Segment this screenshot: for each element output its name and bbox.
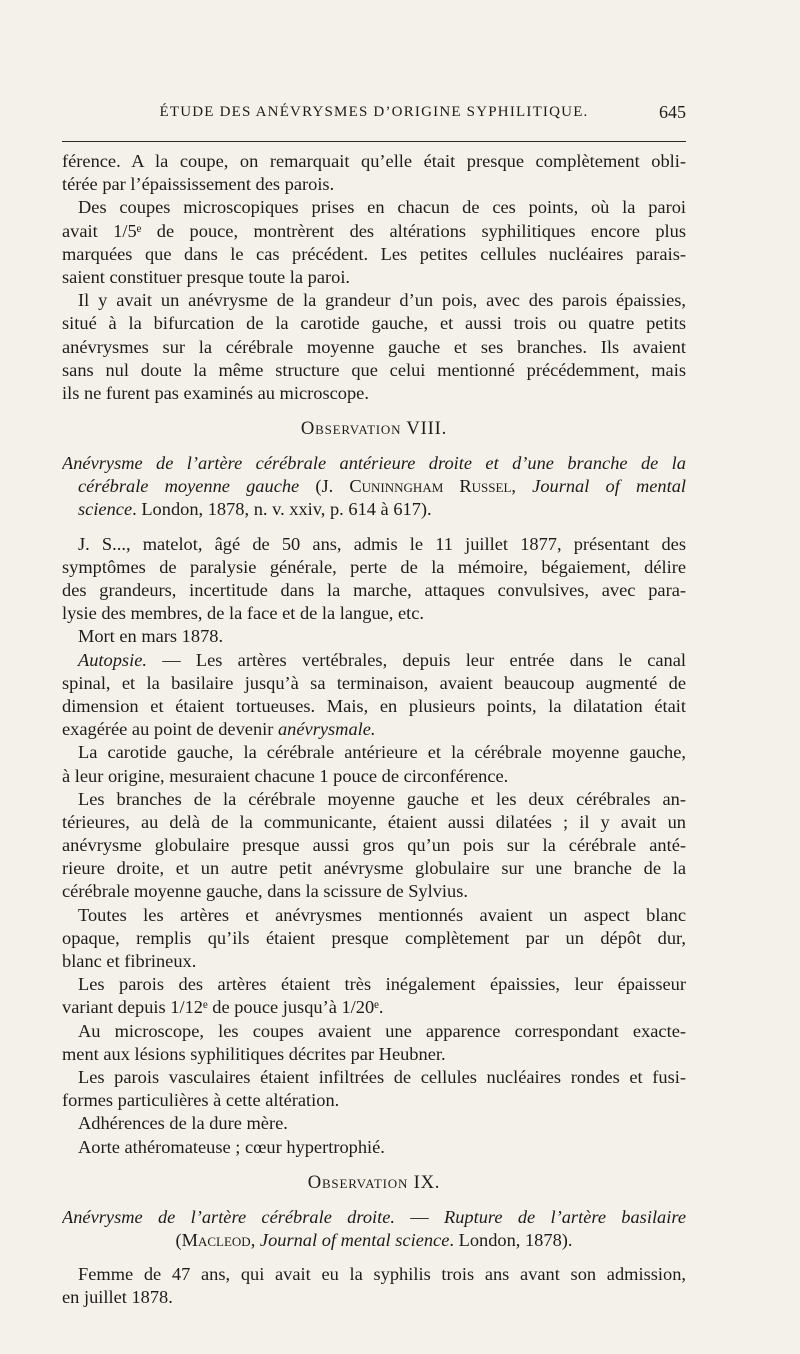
case-paragraph: [62, 533, 686, 626]
text-span: exagérée au point de devenir: [62, 719, 278, 740]
subtitle-italic: cérébrale moyenne gauche: [78, 476, 300, 497]
text-line: Femme de 47 ans, qui avait eu la syphilis trois ans avant son admission,: [78, 1264, 686, 1285]
observation-8-subtitle: [62, 452, 686, 522]
walls-paragraph: [62, 973, 686, 1019]
subtitle-text: (J.: [299, 476, 350, 497]
vascular-paragraph: [62, 1066, 686, 1112]
text-line: variant depuis 1/12ᵉ de pouce jusqu’à 1/20ᵉ.: [62, 997, 384, 1018]
subtitle-italic: Anévrysme de l’artère cérébrale droite.: [62, 1206, 396, 1227]
case-paragraph-9: [62, 1263, 686, 1309]
text-line: situé à la bifurcation de la carotide gauche, et aussi trois ou quatre petits: [62, 313, 686, 334]
aorta-line: Aorte athéromateuse ; cœur hypertrophié.: [78, 1136, 385, 1157]
subtitle-line: [62, 498, 686, 521]
header-rule: [62, 141, 686, 142]
observation-9-title: Observation IX.: [307, 1171, 441, 1193]
text-line: symptômes de paralysie générale, perte de la mémoire, bégaiement, délire: [62, 556, 686, 577]
text-line: térée par l’épaississement des parois.: [62, 174, 335, 195]
subtitle-line: [62, 1206, 686, 1229]
subtitle-italic: Rupture de l’artère basilaire: [444, 1206, 686, 1227]
text-line: [62, 649, 686, 672]
text-line: Les parois vasculaires étaient infiltrées de cellules nucléaires rondes et fusi-: [78, 1066, 686, 1087]
text-line: Il y avait un anévrysme de la grandeur d’un pois, avec des parois épaissies,: [78, 290, 686, 311]
text-line: térieures, au delà de la communicante, étaient aussi dilatées ; il y avait un: [62, 811, 686, 832]
journal-name: Journal of mental: [532, 476, 686, 497]
subtitle-text: ,: [250, 1229, 260, 1250]
subtitle-line: Anévrysme de l’artère cérébrale antérieure droite et d’une branche de la: [62, 453, 686, 474]
text-line: ils ne furent pas examinés au microscope.: [62, 382, 369, 403]
text-line: saient constituer presque toute la paroi.: [62, 266, 351, 287]
journal-name: science: [78, 499, 133, 520]
text-line: opaque, remplis qu’ils étaient presque complètement par un dépôt dur,: [62, 927, 686, 948]
author-name: Macleod: [181, 1229, 251, 1250]
text-line: blanc et fibrineux.: [62, 951, 197, 971]
running-title: ÉTUDE DES ANÉVRYSMES D’ORIGINE SYPHILITIQUE.: [159, 104, 589, 120]
subtitle-text: . London, 1878, n. v. xxiv, p. 614 à 617).: [132, 499, 432, 520]
text-line: avait 1/5ᵉ de pouce, montrèrent des altérations syphilitiques encore plus: [62, 220, 686, 241]
author-name: Cuninngham Russel: [349, 476, 512, 497]
subtitle-text: —: [395, 1206, 444, 1227]
text-line: en juillet 1878.: [62, 1287, 173, 1308]
page-body: [62, 150, 686, 1309]
text-line: rieure droite, et un autre petit anévrysme globulaire sur une branche de la: [62, 858, 686, 879]
text-line: spinal, et la basilaire jusqu’à sa terminaison, avaient beaucoup augmenté de: [62, 672, 686, 693]
text-line: lysie des membres, de la face et de la langue, etc.: [62, 603, 425, 624]
text-line: formes particulières à cette altération.: [62, 1090, 340, 1111]
autopsy-label: Autopsie.: [78, 649, 147, 670]
paragraph-2: [62, 196, 686, 289]
arteries-paragraph: [62, 904, 686, 974]
text-line: des grandeurs, incertitude dans la marche, attaques convulsives, avec para-: [62, 580, 686, 600]
text-line: Les parois des artères étaient très inégalement épaissies, leur épaisseur: [78, 974, 686, 995]
text-line: anévrysmes sur la cérébrale moyenne gauche et ses branches. Ils avaient: [62, 336, 686, 357]
adhesions-line: Adhérences de la dure mère.: [78, 1113, 288, 1134]
carotid-paragraph: [62, 741, 686, 787]
text-line: dimension et étaient tortueuses. Mais, en plusieurs points, la dilatation était: [62, 695, 686, 716]
subtitle-text: . London, 1878).: [449, 1229, 573, 1250]
italic-term: anévrysmale.: [277, 719, 376, 740]
text-line: [62, 718, 686, 741]
microscope-paragraph: [62, 1020, 686, 1066]
text-span: — Les artères vertébrales, depuis leur entrée dans le canal: [146, 649, 686, 670]
text-line: Les branches de la cérébrale moyenne gauche et les deux cérébrales an-: [78, 788, 686, 809]
text-line: Au microscope, les coupes avaient une apparence correspondant exacte-: [78, 1020, 686, 1041]
subtitle-text: (: [175, 1229, 182, 1250]
text-line: Des coupes microscopiques prises en chacun de ces points, où la paroi: [78, 197, 686, 218]
branches-paragraph: [62, 788, 686, 904]
text-line: marquées que dans le cas précédent. Les petites cellules nucléaires parais-: [62, 243, 686, 264]
paragraph-1: [62, 150, 686, 196]
observation-8-title: Observation VIII.: [300, 418, 448, 440]
observation-9-subtitle: [62, 1206, 686, 1252]
text-line: Toutes les artères et anévrysmes mentionnés avaient un aspect blanc: [78, 904, 686, 925]
text-line: sans nul doute la même structure que celui mentionné précédemment, mais: [62, 359, 686, 380]
paragraph-3: [62, 289, 686, 405]
journal-name: Journal of mental science: [259, 1229, 450, 1250]
autopsy-paragraph: [62, 649, 686, 742]
subtitle-line: [62, 475, 686, 498]
page-header: [62, 104, 686, 128]
text-line: cérébrale moyenne gauche, dans la scissure de Sylvius.: [62, 881, 468, 902]
text-line: à leur origine, mesuraient chacune 1 pouce de circonférence.: [62, 765, 509, 786]
text-line: férence. A la coupe, on remarquait qu’elle était presque complètement obli-: [62, 151, 686, 171]
page-number: 645: [659, 102, 686, 122]
death-line: Mort en mars 1878.: [78, 626, 224, 647]
text-line: La carotide gauche, la cérébrale antérieure et la cérébrale moyenne gauche,: [78, 742, 686, 763]
text-line: J. S..., matelot, âgé de 50 ans, admis le 11 juillet 1877, présentant des: [78, 533, 686, 554]
text-line: anévrysme globulaire presque aussi gros qu’un pois sur la cérébrale anté-: [62, 835, 686, 856]
subtitle-line: [62, 1229, 686, 1252]
subtitle-text: ,: [511, 476, 533, 497]
text-line: ment aux lésions syphilitiques décrites par Heubner.: [62, 1043, 446, 1064]
